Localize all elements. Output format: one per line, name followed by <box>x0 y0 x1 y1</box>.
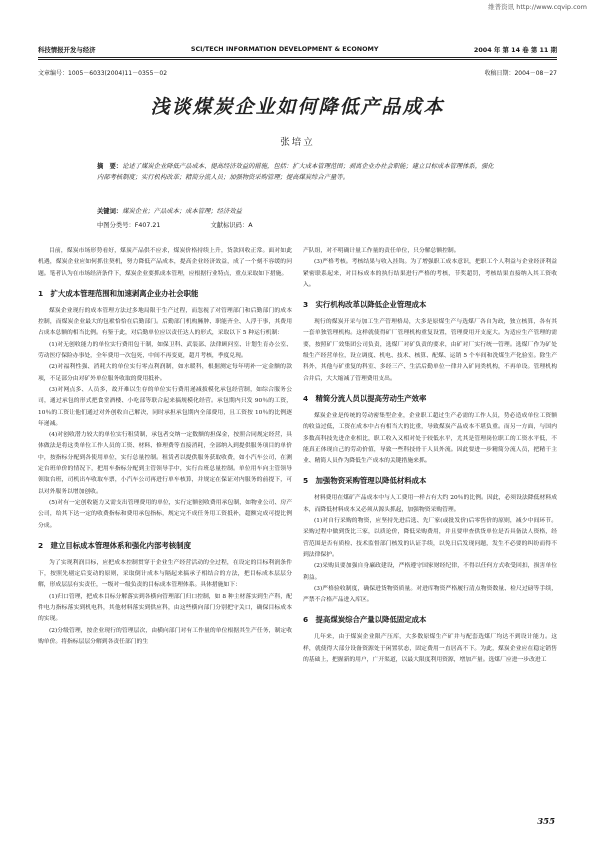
section-heading: 2 建立目标成本管理体系和强化内部考核制度 <box>38 540 191 550</box>
paragraph: 为了实现利润目标，应把成本控制贯穿于企业生产经营活动的全过程，在设定的目标利润条件下，按照先剔定后变动的原则，采取倒计成本与隔起来搞承子相结合的方法，把目标成本层层分解，形成层层有实责任，一级对一级负责的目标成本管理体系。具体措施如下： <box>38 559 292 589</box>
section-heading: 4 精简分流人员以提高劳动生产效率 <box>303 393 427 403</box>
paragraph: 目前，煤炭市场形势看好，煤炭产品供不应求，煤炭价格持续上升，货款回收正常。面对如此机遇，煤炭企业应如何抓住契机，努力降低产品成本，提高企业经济效益，成了一个刻不容缓的问题。笔者认为在市场经济条件下，煤炭企业要抓成本管理，应根据行业特点，重点采取如下措施。 <box>38 248 292 277</box>
article-title: 浅谈煤炭企业如何降低产品成本 <box>150 96 445 118</box>
article-meta <box>38 68 557 77</box>
keywords <box>97 206 499 215</box>
header-rule-thick <box>38 57 557 58</box>
page-number: 355 <box>537 817 555 827</box>
paragraph: (1)对自行采购的物资，应坚持先进后选、先厂家(或批发价)后零售价的原则，减少中间环节。采购过程中做到货比三家，以质论价，降低采购费用，并且要审查供货单位是否具备法人资格，经营范围是否有质检、技术监督部门核发的认证手续，以免日后发现问题，发生不必要的纠纷而得不到法律保护。 <box>303 518 557 558</box>
section-heading: 5 加强物资采购管理以降低材料成本 <box>303 476 427 486</box>
abstract-label: 摘 要： <box>97 163 123 170</box>
article-number: 文章编号：1005－6033(2004)11－0355－02 <box>38 70 168 77</box>
section-heading: 6 提高煤炭综合产量以降低固定成本 <box>303 615 427 625</box>
journal-name-english: SCI/TECH INFORMATION DEVELOPMENT & ECONOMY <box>190 45 379 53</box>
keywords-label: 关键词： <box>97 208 123 215</box>
received-date: 收稿日期：2004－08－27 <box>484 70 557 77</box>
abstract-text: 论述了煤炭企业降低产品成本、提高经济效益的措施，包括：扩大成本管理范围；剥离企业办社会职能；建立目标成本管理体系，强化内部考核制度；实行机构改革；精简分流人员；加强物资采购管理；提高煤炭综合产量等。 <box>97 163 494 181</box>
journal-name: 科技情报开发与经济 <box>38 46 96 54</box>
paragraph: 现行的煤炭开采与加工生产管理格局，大多是原煤生产与选煤厂各自为政，独立核算，各有其一套单独管理机构。这样就使得矿厂管理机构重复设置，管理费用开支庞大。为适应生产管理的需要，按照矿厂效集团公司负责，选煤厂对矿负责的要求，由矿对厂实行统一管理。选煤厂作为矿处级生产经营单位，设立调度、机电、技术、核算、配煤、运销 5 个车间和洗煤生产化验室。除生产科外，其他与矿重复的科室、多经三产、生活后勤单位一律并入矿同类机构，不再单设。管理机构合并后，大大缩减了管理费用支出。 <box>303 319 557 382</box>
paragraph: 材料费用在煤矿产品成本中与人工费用一样占有大约 20％的比例。因此，必须设法降低材料成本，而降低材料成本又必须从源头抓起，加强物资采购管理。 <box>303 495 557 513</box>
issue-info: 2004 年 第 14 卷 第 11 期 <box>473 46 557 54</box>
paragraph: (1)归口管理，把成本目标分解落实到各横向管理部门归口控制，如 8 种主材落实到生产科，配件电力指标落实到机电科，其他材料落实到供应科，由这些横向部门分别把守关口，确保目标成本的实现。 <box>38 593 292 623</box>
paragraph: 几年来，由于煤炭企业限产压库，大多数原煤生产矿井与配套选煤厂均达不到设计能力。这样，就使得大部分设备资源处于闲置状态，固定费用一直居高不下。为此，煤炭企业应在稳定销售的基础上，把握新的用户，广开渠道，以最大限度利用资源，增加产量。选煤厂应进一步改进工 <box>303 634 557 664</box>
section-heading: 1 扩大成本管理范围和加速剥离企业办社会职能 <box>38 288 199 298</box>
paragraph: (3)严格验收制度，确保进货物资质量。对进库物资严格履行清点物资数量、检尺过磅等手续，严禁不合格产品进入库区。 <box>303 585 557 604</box>
watermark: 维普资讯 http://www.cqvip.com <box>488 3 587 11</box>
paragraph: (3)严格考核。考核结果与收入挂钩。为了增强职工成本意识，把职工个人利益与企业经济利益紧密联系起来，对目标成本的执行结果进行严格的考核，节奖超罚，考核结果直接纳入其工资收入。 <box>303 259 557 288</box>
body-column-left <box>38 246 292 648</box>
author-name: 张培立 <box>280 137 315 148</box>
document-code: 文献标识码：A <box>210 222 253 229</box>
paragraph: (4)对创收潜力较大的单位实行租赁制，承包者交纳一定数额的担保金，按照合同规定经营，具体做法是将这类单位工作人员的工资、材料、修理费等直接消耗，全部纳入到提供服务项目的单价中，按指标分配到各使用单位，实行总量控制。租赁者以提供服务获取收费，如小汽车公司，在测定台班单价的情况下，把用车指标分配到主管领导手中，实行台班总量控制。单位用车向主管领导领取台班，司机出车收取车票，小汽车公司再进行单车核算，并规定在保证对内服务的前提下，可以对外服务以增加创收。 <box>38 432 292 495</box>
paragraph: 产队组，对不明确计量工作量的责任单位，只分解总额控制。 <box>303 248 460 254</box>
classification <box>97 220 499 229</box>
section-heading: 3 实行机构改革以降低企业管理成本 <box>303 300 427 310</box>
keywords-text: 煤炭企业；产品成本；成本管理；经济效益 <box>122 208 242 215</box>
header-rule-thin <box>38 59 557 60</box>
paragraph: (2)分级管理，按企业现行的管理层次，由横向部门对有工作量的单位根据其生产任务，制定收购单价。将指标层层分解到各责任部门的生 <box>38 627 292 645</box>
clc-number: 中图分类号：F407.21 <box>97 222 161 229</box>
abstract <box>97 162 499 184</box>
paragraph: (5)对有一定创收能力又需支出管理费用的单位，实行定额创收费用承包制，如物业公司、房产公司，给其下达一定的收费指标和费用承包指标，规定完不成任务用工资抵补，超额完成可提比例分成。 <box>38 499 292 529</box>
paragraph: (2)对福利性强、消耗大的单位实行零点利润制，如水暖科，根据测定每年明补一定金额的款项，不足部分由对矿外单位服务收取的费用抵补。 <box>38 364 292 382</box>
paragraph: (1)对无创收能力的单位实行费用包干制，如保卫科、武装部、法律顾问室、计划生育办公室、劳动医疗保险办事处，全年费用一次包死，中间不再变更，超月考核，季度兑现。 <box>38 341 292 360</box>
paragraph: 煤炭企业现行的成本管理方法过多地局限于生产过程，而忽视了对管理部门和后勤部门的成本控制，而煤炭企业最大的包袱恰恰在后勤部门。后勤部门机构臃肿、职能齐全、人浮于事，其费用占成本总额的相当比例。有鉴于此，对后勤单位应以责任达人的形式，采取以下 5 种运行机制： <box>38 307 292 337</box>
body-column-right <box>303 246 557 666</box>
journal-header <box>38 45 557 54</box>
paragraph: (3)对网点多、人员多，故开难以生存的单位实行费用递减拔模化承包经营制，如综合服务公司，通过承包的形式把食堂酒楼、小吃部等联合起来搞规模化经营。承包期内只发 90％的工资，10％的工资让他们通过对外创收自己解决，同时承担承包期内全部费用，且工资按 10％的比例逐年递减。 <box>38 386 292 427</box>
paragraph: (2)采购员要加强自身廉政建设，严格遵守国家财经纪律，不得以任何方式收受回扣，损害单位利益。 <box>303 563 557 581</box>
paragraph: 煤炭企业是传统的劳动密集型企业，企业职工超过生产必需的工作人员，势必造成单位工资额的收益过低，工资在成本中占有相当大的比重，导致煤炭产品成本不堪负重。而另一方面，与国内多数高科技先进企业相比，职工收入又相对处于较低水平，尤其是管理岗位职工的工资水平低，不能真正体现自己的劳动价值，导致一些科技骨干人员外流。因此要进一步精简分流人员，把精干主业、精简人员作为降低生产成本的关键措施来抓。 <box>303 412 557 465</box>
